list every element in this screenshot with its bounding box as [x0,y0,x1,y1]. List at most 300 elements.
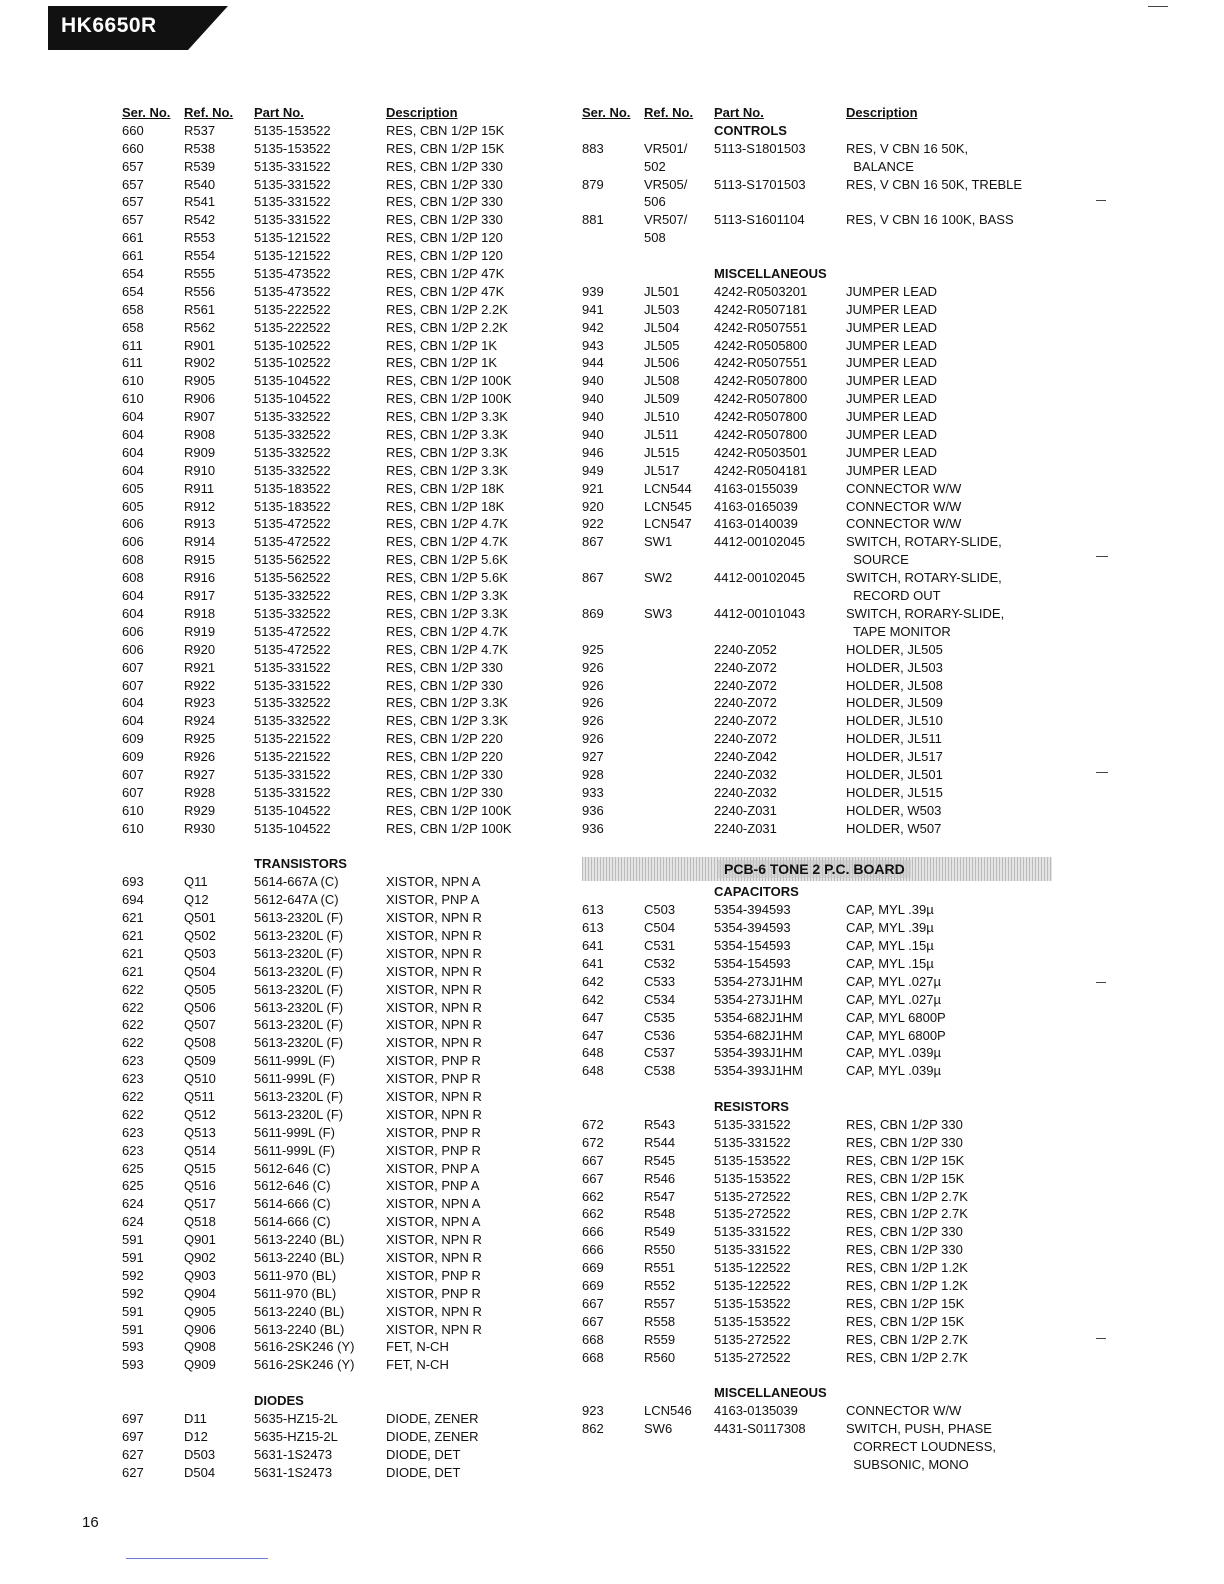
part-row [582,901,1052,919]
part-no [714,1456,846,1474]
part-row [582,408,1052,426]
ser-no: 610 [122,820,144,836]
description: XISTOR, PNP R [386,1124,481,1140]
description: XISTOR, NPN R [386,1321,482,1337]
part-row [582,659,1052,677]
description: XISTOR, NPN R [386,1017,482,1033]
description: RES, V CBN 16 100K, BASS [846,212,1014,228]
part-row [122,408,572,426]
description: XISTOR, PNP R [386,1053,481,1069]
part-no: 5613-2320L (F) [254,963,344,979]
ser-no: 641 [582,938,604,954]
ser-no: 946 [582,444,604,460]
part-row [582,1438,1052,1456]
ref-no: C538 [644,1063,676,1079]
ref-no: 502 [644,158,666,174]
part-no: 5354-273J1HM [714,973,803,989]
part-no: 2240-Z072 [714,677,777,693]
description: RES, CBN 1/2P 15K [386,122,505,138]
ser-no: 622 [122,1106,144,1122]
part-no: 5135-104522 [254,391,331,407]
ser-no: 926 [582,659,604,675]
ref-no: LCN546 [644,1403,692,1419]
part-row [122,1070,572,1088]
ser-no: 669 [582,1278,604,1293]
part-no: 5135-153522 [714,1295,791,1311]
part-row [582,802,1052,820]
part-row [122,1464,572,1482]
ser-no [582,623,644,641]
ser-no: 609 [122,749,144,765]
part-no: 5135-122522 [714,1278,791,1293]
ser-no: 923 [582,1403,604,1419]
part-no: 2240-Z072 [714,659,777,675]
ref-no: LCN544 [644,480,692,496]
part-no: 5135-122522 [714,1260,791,1276]
ref-no: JL503 [644,301,680,317]
ser-no: 622 [122,999,144,1015]
part-no: 5135-331522 [714,1242,791,1258]
section-title: MISCELLANEOUS [714,266,827,282]
ser-no: 657 [122,194,144,210]
ser-no [582,1366,644,1384]
ser-no: 662 [582,1188,604,1204]
description: XISTOR, NPN A [386,874,481,890]
ref-no: R551 [644,1260,676,1276]
part-no: 5135-272522 [714,1331,791,1347]
part-row [582,1241,1052,1259]
part-row [122,945,572,963]
part-row [582,1420,1052,1438]
ref-no [644,802,714,820]
part-row [122,1195,572,1213]
description: RES, CBN 1/2P 330 [386,677,503,693]
part-no [714,1080,846,1098]
ref-no: C504 [644,920,676,936]
part-row [582,426,1052,444]
part-no: 5612-647A (C) [254,892,339,908]
column-headers [582,104,1052,122]
description: RES, CBN 1/2P 100K [386,373,512,389]
description: XISTOR, NPN R [386,945,482,961]
ser-no: 622 [122,1017,144,1033]
ref-no: R558 [644,1313,676,1329]
part-no: 4242-R0503201 [714,283,808,299]
part-no: 5135-272522 [714,1188,791,1204]
ref-no: R543 [644,1116,676,1132]
ref-no: VR507/ [644,212,688,228]
ref-no: R546 [644,1170,676,1186]
ser-no: 881 [582,212,604,228]
description: XISTOR, NPN R [386,1250,482,1265]
part-row [122,873,572,891]
part-no: 5613-2320L (F) [254,1035,344,1051]
part-no: 5613-2320L (F) [254,1017,344,1033]
description [827,265,1052,283]
description: JUMPER LEAD [846,283,938,299]
ref-no: Q508 [184,1035,216,1051]
part-row [122,1034,572,1052]
part-row [582,193,1052,211]
description: CAP, MYL .027µ [846,991,941,1007]
ref-no: R538 [184,140,216,156]
ser-no [582,193,644,211]
part-row [582,372,1052,390]
description: HOLDER, JL503 [846,659,943,675]
part-row [582,919,1052,937]
ref-no [644,623,714,641]
ser-no: 604 [122,462,144,478]
part-row [122,1428,572,1446]
description: HOLDER, JL509 [846,695,943,711]
ser-no: 607 [122,766,144,782]
description: XISTOR, PNP R [386,1142,481,1158]
ref-no: Q12 [184,892,209,908]
part-row [582,498,1052,516]
part-no [714,1366,846,1384]
ref-no [644,641,714,659]
part-no: 5135-332522 [254,588,331,604]
description: XISTOR, PNP R [386,1267,481,1283]
ref-no: R548 [644,1206,676,1222]
description: RES, CBN 1/2P 4.7K [386,623,508,639]
parts-list-left [122,104,572,1482]
part-row [122,158,572,176]
margin-mark [1148,6,1168,7]
description: RES, CBN 1/2P 2.2K [386,319,508,335]
ser-no: 867 [582,570,604,586]
description: JUMPER LEAD [846,391,938,407]
description: HOLDER, JL511 [846,731,942,747]
description: SWITCH, PUSH, PHASE [846,1421,992,1437]
ser-no: 926 [582,695,604,711]
ref-no: R909 [184,444,216,460]
ref-no: D503 [184,1446,216,1462]
description: JUMPER LEAD [846,409,938,425]
ser-no: 697 [122,1411,144,1427]
ser-no: 625 [122,1178,144,1194]
model-tab-arrow [188,6,228,50]
ser-no [582,883,644,901]
header-part-no: Part No. [254,105,304,120]
ser-no: 667 [582,1152,604,1168]
ser-no: 591 [122,1303,144,1319]
ser-no: 604 [122,695,144,711]
part-row [582,587,1052,605]
part-row [582,480,1052,498]
part-row [122,140,572,158]
part-row [582,1223,1052,1241]
ser-no: 657 [122,158,144,174]
part-no: 5611-999L (F) [254,1071,335,1087]
part-no: 5612-646 (C) [254,1160,331,1176]
ser-no: 592 [122,1285,144,1301]
description: RES, V CBN 16 50K, [846,140,969,156]
ser-no: 667 [582,1313,604,1329]
part-row [122,265,572,283]
board-title: PCB-6 TONE 2 P.C. BOARD [718,860,911,878]
part-row [122,712,572,730]
ref-no [644,1456,714,1474]
part-no: 5135-153522 [714,1170,791,1186]
part-no: 5135-222522 [254,319,331,335]
part-row [122,623,572,641]
ref-no: R549 [644,1224,676,1240]
description: HOLDER, JL505 [846,641,943,657]
spacer-row [122,838,572,856]
ref-no [644,1366,714,1384]
part-no: 5613-2240 (BL) [254,1250,345,1265]
description: JUMPER LEAD [846,462,938,478]
part-no: 5135-331522 [254,784,331,800]
part-no: 2240-Z031 [714,802,777,818]
ref-no: R912 [184,498,216,514]
description [846,1366,1052,1384]
description: RES, CBN 1/2P 330 [846,1224,963,1240]
ser-no [582,1384,644,1402]
description [787,122,1052,140]
part-no: 5354-154593 [714,955,791,971]
description: RES, CBN 1/2P 330 [386,212,503,228]
part-row [582,444,1052,462]
ser-no: 641 [582,955,604,971]
ref-no [644,838,714,856]
ref-no [644,1438,714,1456]
ser-no: 607 [122,659,144,675]
description [846,229,1052,247]
ser-no: 939 [582,283,604,299]
ref-no [644,677,714,695]
description: HOLDER, W503 [846,802,942,818]
part-row [582,229,1052,247]
ref-no: R915 [184,552,216,568]
ref-no: R562 [184,319,216,335]
part-row [122,659,572,677]
part-no: 4163-0135039 [714,1403,798,1419]
description: HOLDER, JL510 [846,713,943,729]
ref-no [644,265,714,283]
part-no: 5135-473522 [254,283,331,299]
ref-no [644,820,714,838]
ser-no [582,587,644,605]
ser-no: 668 [582,1331,604,1347]
description: RES, CBN 1/2P 3.3K [386,409,508,425]
ref-no: R555 [184,266,216,282]
ser-no: 608 [122,552,144,568]
section-heading [582,1384,1052,1402]
ser-no: 621 [122,927,144,943]
ser-no: 694 [122,892,144,908]
part-no: 5135-153522 [254,140,331,156]
part-row [582,319,1052,337]
ser-no: 940 [582,427,604,443]
part-row [582,1331,1052,1349]
part-no: 5135-121522 [254,248,331,264]
ser-no: 622 [122,1035,144,1051]
description: RES, CBN 1/2P 3.3K [386,588,508,604]
part-no: 5135-472522 [254,623,331,639]
ser-no: 942 [582,319,604,335]
description: CAP, MYL .027µ [846,973,941,989]
part-no [714,623,846,641]
part-no: 4163-0140039 [714,516,798,532]
part-no: 5611-999L (F) [254,1142,335,1158]
description: RES, CBN 1/2P 5.6K [386,570,508,586]
description: SOURCE [846,552,909,568]
ser-no: 608 [122,570,144,586]
ser-no: 625 [122,1160,144,1176]
part-no: 5135-221522 [254,749,331,765]
ref-no: VR501/ [644,140,688,156]
ser-no: 944 [582,355,604,371]
ref-no: Q502 [184,927,216,943]
ser-no: 869 [582,605,604,621]
header-ser-no: Ser. No. [122,105,171,120]
ser-no: 613 [582,902,604,918]
part-no: 5354-393J1HM [714,1063,803,1079]
ref-no: R542 [184,212,216,228]
ser-no: 693 [122,874,144,890]
description: XISTOR, NPN R [386,910,482,926]
ser-no: 623 [122,1142,144,1158]
ser-no: 661 [122,230,144,246]
ref-no: R550 [644,1242,676,1258]
ref-no: JL505 [644,337,680,353]
part-row [582,1205,1052,1223]
part-no: 5135-153522 [254,122,331,138]
description: RES, CBN 1/2P 3.3K [386,462,508,478]
description: RECORD OUT [846,588,941,604]
ser-no: 669 [582,1260,604,1276]
ser-no: 667 [582,1295,604,1311]
description [846,193,1052,211]
ser-no: 627 [122,1464,144,1480]
ser-no: 591 [122,1321,144,1337]
ser-no: 657 [122,176,144,192]
description: JUMPER LEAD [846,373,938,389]
part-row [122,909,572,927]
part-no: 4242-R0507800 [714,373,808,389]
ser-no: 928 [582,766,604,782]
part-no: 5614-666 (C) [254,1196,331,1212]
description: SUBSONIC, MONO [846,1456,969,1472]
ser-no: 940 [582,373,604,389]
part-row [582,1134,1052,1152]
part-row [122,1303,572,1321]
description: HOLDER, JL517 [846,749,943,765]
part-row [122,820,572,838]
part-no: 5613-2320L (F) [254,910,344,926]
part-row [122,515,572,533]
part-no: 5135-104522 [254,820,331,836]
ser-no: 647 [582,1009,604,1025]
part-no: 5135-331522 [714,1116,791,1132]
description: RES, CBN 1/2P 330 [386,158,503,174]
part-no: 5135-331522 [714,1134,791,1150]
part-no: 5135-331522 [254,659,331,675]
part-row [122,498,572,516]
part-no: 4163-0155039 [714,480,798,496]
part-no [714,247,846,265]
section-heading [582,1098,1052,1116]
column-headers [122,104,572,122]
description: CAP, MYL .39µ [846,902,934,918]
description: JUMPER LEAD [846,319,938,335]
ser-no [582,1098,644,1116]
ser-no: 591 [122,1250,144,1265]
part-no [714,551,846,569]
ref-no: Q510 [184,1071,216,1087]
part-row [122,1124,572,1142]
description [304,1392,572,1410]
part-row [122,748,572,766]
description: RES, CBN 1/2P 100K [386,820,512,836]
part-no: 2240-Z072 [714,713,777,729]
part-row [122,641,572,659]
ref-no: R913 [184,516,216,532]
part-row [582,1009,1052,1027]
ser-no: 672 [582,1116,604,1132]
ref-no [644,766,714,784]
part-row [122,390,572,408]
ref-no: JL515 [644,444,680,460]
ser-no [122,1374,184,1392]
description: RES, CBN 1/2P 4.7K [386,516,508,532]
ref-no: R929 [184,802,216,818]
part-no: 5135-221522 [254,731,331,747]
ser-no [582,1080,644,1098]
ref-no: Q518 [184,1214,216,1230]
part-no: 4412-00101043 [714,605,806,621]
ref-no: C536 [644,1027,676,1043]
ref-no: R554 [184,248,216,264]
description: RES, CBN 1/2P 330 [846,1134,963,1150]
part-no: 5354-682J1HM [714,1027,803,1043]
ref-no: R560 [644,1349,676,1365]
part-row [122,999,572,1017]
ref-no [644,784,714,802]
ref-no: LCN547 [644,516,692,532]
header-ref-no: Ref. No. [184,105,234,120]
ser-no: 604 [122,444,144,460]
description: CONNECTOR W/W [846,480,962,496]
part-no: 5135-153522 [714,1152,791,1168]
ref-no [644,247,714,265]
ref-no: R552 [644,1278,676,1293]
part-no: 5635-HZ15-2L [254,1411,338,1427]
part-no: 2240-Z072 [714,695,777,711]
description: RES, CBN 1/2P 3.3K [386,444,508,460]
spacer-row [582,1366,1052,1384]
ref-no [644,748,714,766]
part-row [122,551,572,569]
part-row [122,1052,572,1070]
part-no: 5611-970 (BL) [254,1267,337,1283]
ser-no: 936 [582,802,604,818]
ref-no: R928 [184,784,216,800]
ref-no: C532 [644,955,676,971]
description: RES, CBN 1/2P 330 [846,1116,963,1132]
part-no: 5135-331522 [254,766,331,782]
description: XISTOR, NPN R [386,999,482,1015]
part-no: 5135-332522 [254,409,331,425]
ser-no: 606 [122,534,144,550]
part-row [582,991,1052,1009]
ref-no: R924 [184,713,216,729]
ser-no: 666 [582,1242,604,1258]
ref-no: R930 [184,820,216,836]
ref-no [644,730,714,748]
